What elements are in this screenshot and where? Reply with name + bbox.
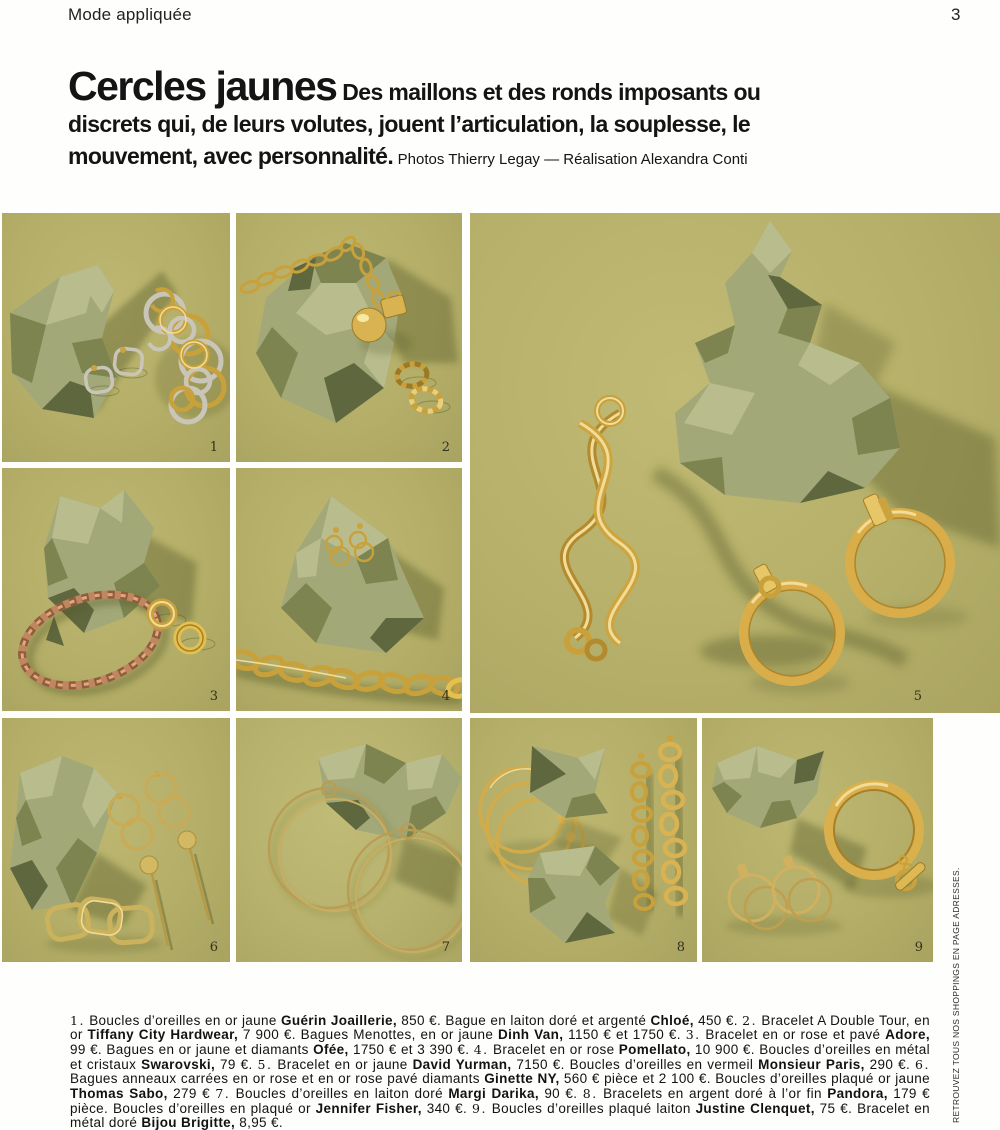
brand-name: Adore,	[885, 1027, 930, 1043]
photo-5	[470, 213, 1000, 713]
interlocked-hoop-earrings	[146, 289, 230, 422]
brand-name: Monsieur Paris,	[758, 1056, 865, 1072]
photo-number: 9	[914, 940, 923, 955]
photo-number: 2	[441, 440, 450, 455]
caption-run: Boucles d’oreilles en or jaune	[84, 1012, 281, 1028]
photo-credits: Photos Thierry Legay — Réalisation Alexandra Conti	[397, 151, 748, 168]
item-marker: 6.	[915, 1056, 930, 1072]
crumpled-paper	[44, 490, 160, 646]
brand-name: Margi Darika,	[448, 1086, 539, 1102]
brand-name: Pandora,	[827, 1086, 888, 1102]
caption-run: Boucles d’oreilles en laiton doré	[230, 1086, 449, 1102]
photo-1-image	[2, 213, 230, 462]
photo-9-image	[702, 718, 933, 962]
caption-run: 560 € pièce et 2 100 €. Boucles d’oreilles plaqué or jaune	[559, 1071, 930, 1087]
caption-run: 8,95 €.	[235, 1115, 283, 1130]
caption-run: Bracelet en or jaune	[272, 1056, 413, 1072]
photo-number: 1	[209, 440, 218, 455]
item-marker: 4.	[473, 1041, 489, 1057]
photo-3-image	[2, 468, 230, 711]
brand-name: Dinh Van,	[498, 1027, 564, 1043]
item-marker: 5.	[257, 1056, 273, 1072]
crumpled-paper	[318, 744, 462, 840]
brand-name: Chloé,	[650, 1012, 694, 1028]
chain-rings	[395, 362, 450, 415]
brand-name: Swarovski,	[141, 1056, 216, 1072]
photo-4	[236, 468, 462, 711]
caption-run: 850 €. Bague en laiton doré et argenté	[397, 1012, 651, 1028]
section-title: Mode appliquée	[68, 5, 192, 24]
caption-run: 79 €.	[215, 1056, 258, 1072]
brand-name: Jennifer Fisher,	[315, 1100, 422, 1116]
page-number: 3	[951, 5, 961, 24]
caption-run: 7 900 €. Bagues Menottes, en or jaune	[238, 1027, 499, 1043]
caption-run: Bracelets en argent doré à l’or fin	[597, 1086, 828, 1102]
photo-number: 4	[441, 689, 450, 704]
item-marker: 3.	[685, 1027, 701, 1043]
twisted-gold-bracelet	[564, 398, 635, 659]
caption-run: 179 € pièce. Boucles d’oreilles en plaqué or	[70, 1086, 931, 1116]
caption-run: Bracelet en or rose	[488, 1041, 619, 1057]
item-marker: 9.	[472, 1100, 487, 1116]
caption-run: 1750 € et 3 390 €.	[348, 1041, 474, 1057]
brand-name: Guérin Joaillerie,	[281, 1012, 398, 1028]
caption-run: 75 €. Bracelet en métal doré	[70, 1100, 931, 1130]
brand-name: Ginette NY,	[484, 1071, 560, 1087]
brand-name: David Yurman,	[412, 1056, 512, 1072]
photo-number: 3	[209, 689, 218, 704]
brand-name: Justine Clenquet,	[695, 1100, 815, 1116]
caption-run: 290 €.	[864, 1056, 916, 1072]
caption-run: 7150 €. Boucles d’oreilles en vermeil	[511, 1056, 759, 1072]
caption-run: 450 €.	[693, 1012, 743, 1028]
chain-earrings	[632, 735, 686, 917]
photo-6-image	[2, 718, 230, 962]
caption-run: Bracelet en or rose et pavé	[700, 1027, 886, 1043]
photo-7-image	[236, 718, 462, 962]
item-marker: 8.	[582, 1086, 598, 1102]
photo-number: 8	[676, 940, 685, 955]
photo-5-image	[470, 213, 1000, 713]
photo-8	[470, 718, 697, 962]
intro-paragraph	[68, 63, 818, 174]
photo-number: 7	[441, 940, 450, 955]
photo-4-image	[236, 468, 462, 711]
photo-number: 6	[209, 940, 218, 955]
photo-7	[236, 718, 462, 962]
photo-8-image	[470, 718, 697, 962]
caption-run: Boucles d’oreilles plaqué laiton	[486, 1100, 696, 1116]
brand-name: Thomas Sabo,	[70, 1086, 168, 1102]
photo-3	[2, 468, 230, 711]
photo-2-image	[236, 213, 462, 462]
brand-name: Tiffany City Hardwear,	[87, 1027, 239, 1043]
brand-name: Bijou Brigitte,	[141, 1115, 236, 1130]
photo-2	[236, 213, 462, 462]
caption-run: Bagues anneaux carrées en or rose et en or rose pavé diamants	[70, 1071, 485, 1087]
item-marker: 2.	[742, 1012, 758, 1028]
caption-run: 279 €	[167, 1086, 216, 1102]
photo-6	[2, 718, 230, 962]
crumpled-paper	[281, 496, 424, 653]
caption-run: 99 €. Bagues en or jaune et diamants	[70, 1041, 314, 1057]
photo-9	[702, 718, 933, 962]
photo-1	[2, 213, 230, 462]
intro-lead: Des maillons et des ronds imposants ou discrets qui, de leurs volutes, jouent l’articulation, la souplesse, le mouvement, avec personnalité.	[68, 79, 761, 169]
brand-name: Pomellato,	[618, 1041, 691, 1057]
brand-name: Ofée,	[313, 1041, 349, 1057]
caption-run: 1150 € et 1750 €.	[563, 1027, 686, 1043]
item-marker: 1.	[70, 1012, 85, 1028]
caption-run: 10 900 €. Boucles d’oreilles en métal et cristaux	[70, 1041, 930, 1072]
headline: Cercles jaunes	[68, 63, 337, 109]
caption-run: 340 €.	[421, 1100, 472, 1116]
crumpled-paper	[712, 746, 824, 828]
caption-text	[70, 1014, 930, 1130]
shopping-note-vertical: RETROUVEZ TOUS NOS SHOPPINGS EN PAGE ADRESSES.	[951, 867, 961, 1123]
caption-run: 90 €.	[538, 1086, 583, 1102]
photo-number: 5	[913, 689, 922, 704]
item-marker: 7.	[215, 1086, 231, 1102]
caption-run: Bracelet A Double Tour, en or	[70, 1012, 930, 1043]
cable-chain-bracelet	[236, 649, 462, 699]
crumpled-paper	[10, 265, 117, 418]
